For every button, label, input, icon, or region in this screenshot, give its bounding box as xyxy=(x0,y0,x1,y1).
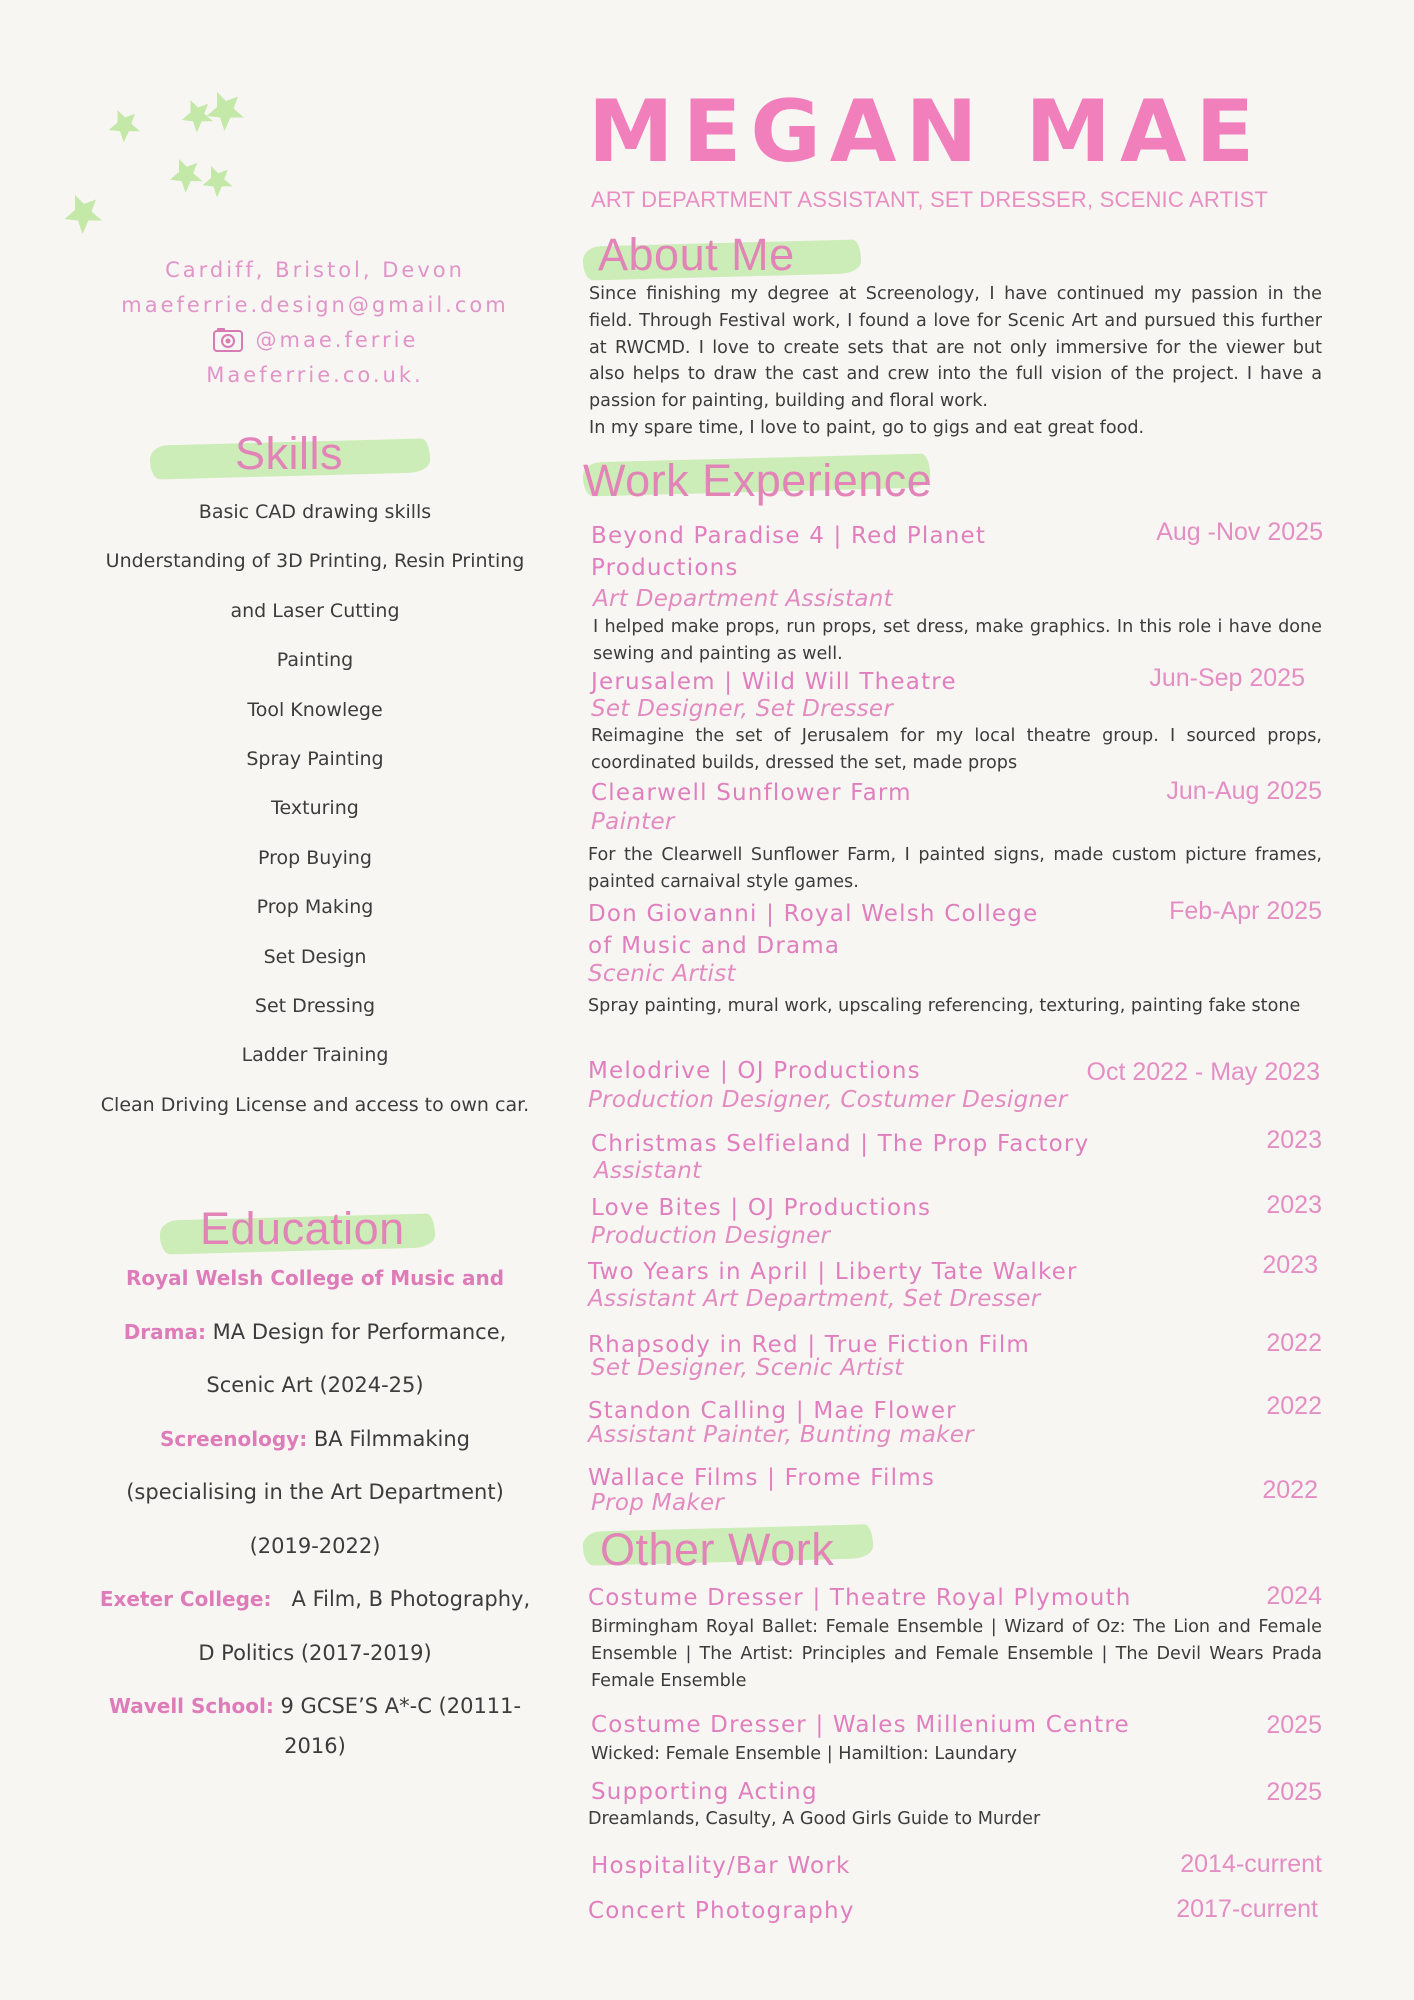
skills-list xyxy=(80,498,550,1140)
skill-item: and Laser Cutting xyxy=(230,599,400,622)
job-role: Assistant Painter, Bunting maker xyxy=(588,1422,975,1448)
other-title: Costume Dresser | Theatre Royal Plymouth xyxy=(588,1585,1132,1611)
other-title: Hospitality/Bar Work xyxy=(591,1853,851,1879)
skill-item: Set Design xyxy=(263,945,367,968)
other-title: Costume Dresser | Wales Millenium Centre xyxy=(591,1712,1130,1738)
job-date: 2022 xyxy=(1266,1329,1322,1357)
skill-item: Understanding of 3D Printing, Resin Printing xyxy=(105,550,525,573)
skill-item: Set Dressing xyxy=(254,994,376,1017)
other-description: Wicked: Female Ensemble | Hamiltion: Laundary xyxy=(591,1744,1017,1764)
education-detail: MA Design for Performance, xyxy=(205,1319,507,1344)
education-line xyxy=(80,1258,550,1312)
education-detail: BA Filmmaking xyxy=(307,1426,470,1451)
contact-instagram-row[interactable] xyxy=(0,327,630,358)
camera-icon xyxy=(212,327,244,353)
job-role: Prop Maker xyxy=(591,1490,725,1516)
job-title: Beyond Paradise 4 | Red Planet Productions xyxy=(591,523,987,581)
skill-item: Spray Painting xyxy=(246,747,384,770)
section-heading-other: Other Work xyxy=(600,1524,835,1575)
other-title: Concert Photography xyxy=(588,1898,855,1924)
education-line xyxy=(80,1686,550,1758)
job-date: 2023 xyxy=(1262,1251,1318,1279)
other-date: 2017-current xyxy=(1176,1895,1318,1923)
education-school: Wavell School: xyxy=(108,1694,274,1718)
education-detail: D Politics (2017-2019) xyxy=(198,1640,432,1665)
contact-locations: Cardiff, Bristol, Devon xyxy=(165,258,465,282)
skill-item: Prop Buying xyxy=(258,846,372,869)
skill-item: Prop Making xyxy=(256,896,374,919)
about-paragraph: In my spare time, I love to paint, go to gigs and eat great food. xyxy=(589,417,1145,438)
job-title: Rhapsody in Red | True Fiction Film xyxy=(588,1332,1031,1358)
education-line xyxy=(80,1526,550,1580)
job-date: 2023 xyxy=(1266,1191,1322,1219)
job-date: 2022 xyxy=(1262,1476,1318,1504)
job-title: Don Giovanni | Royal Welsh College of Music and Drama xyxy=(588,901,1039,959)
job-description: Reimagine the set of Jerusalem for my local theatre group. I sourced props, coordinated builds, dressed the set, made props xyxy=(591,726,1322,773)
job-role: Painter xyxy=(591,809,675,835)
job-date: 2022 xyxy=(1266,1392,1322,1420)
star-shape xyxy=(170,159,203,193)
other-date: 2024 xyxy=(1266,1582,1322,1610)
education-line xyxy=(80,1472,550,1526)
job-role: Production Designer, Costumer Designer xyxy=(588,1087,1068,1113)
education-detail: 9 GCSE’S A*-C (20111-2016) xyxy=(273,1694,522,1758)
job-title: Wallace Films | Frome Films xyxy=(588,1465,936,1491)
education-detail: A Film, B Photography, xyxy=(271,1587,531,1611)
page-subtitle: ART DEPARTMENT ASSISTANT, SET DRESSER, SCENIC ARTIST xyxy=(591,187,1269,212)
job-title: Standon Calling | Mae Flower xyxy=(588,1398,957,1424)
contact-instagram: @mae.ferrie xyxy=(255,328,419,352)
star-shape xyxy=(109,110,140,143)
job-date: Oct 2022 - May 2023 xyxy=(1086,1058,1320,1086)
skill-item: Texturing xyxy=(271,797,359,820)
skill-item: Basic CAD drawing skills xyxy=(198,501,432,523)
job-title: Jerusalem | Wild Will Theatre xyxy=(591,669,957,695)
job-role: Assistant xyxy=(594,1158,702,1184)
star-shape xyxy=(207,92,245,131)
education-line xyxy=(80,1365,550,1419)
education-school: Royal Welsh College of Music and xyxy=(125,1266,505,1290)
other-date: 2014-current xyxy=(1180,1850,1322,1878)
education-school: Screenology: xyxy=(160,1426,308,1451)
other-date: 2025 xyxy=(1266,1711,1322,1739)
contact-website[interactable]: Maeferrie.co.uk. xyxy=(206,363,424,387)
job-description: Spray painting, mural work, upscaling referencing, texturing, painting fake stone xyxy=(588,996,1301,1016)
education-detail: Scenic Art (2024-25) xyxy=(206,1373,424,1397)
job-role: Set Designer, Scenic Artist xyxy=(591,1355,904,1381)
job-role: Assistant Art Department, Set Dresser xyxy=(588,1286,1041,1312)
page-title: MEGAN MAE xyxy=(588,82,1264,182)
section-heading-work: Work Experience xyxy=(583,455,933,506)
job-title: Love Bites | OJ Productions xyxy=(591,1195,932,1221)
job-role: Art Department Assistant xyxy=(593,586,893,612)
skill-item: Painting xyxy=(276,649,354,672)
star-shape xyxy=(65,195,103,234)
about-paragraph: Since finishing my degree at Screenology, I have continued my passion in the field. Through Festival work, I found a love for Scenic Art and pursued this further at RWCMD. I love to create sets that are not only immersive for the viewer but also helps to draw the cast and crew into the full vision of the project. I have a passion for painting, building and floral work. xyxy=(589,284,1322,412)
star-shape xyxy=(203,166,233,197)
contact-email[interactable]: maeferrie.design@gmail.com xyxy=(121,293,509,317)
other-title: Supporting Acting xyxy=(591,1779,818,1805)
job-role: Set Designer, Set Dresser xyxy=(591,696,894,722)
other-description: Dreamlands, Casulty, A Good Girls Guide to Murder xyxy=(588,1809,1041,1829)
education-line xyxy=(80,1633,550,1687)
job-description: For the Clearwell Sunflower Farm, I painted signs, made custom picture frames, painted carnaival style games. xyxy=(588,845,1322,892)
other-date: 2025 xyxy=(1266,1778,1322,1806)
about-text xyxy=(589,281,1322,442)
job-date: 2023 xyxy=(1266,1126,1322,1154)
job-date: Jun-Sep 2025 xyxy=(1149,664,1305,692)
job-description: I helped make props, run props, set dress, make graphics. In this role i have done sewing and painting as well. xyxy=(593,617,1322,664)
job-role: Scenic Artist xyxy=(588,961,736,987)
section-heading-education: Education xyxy=(200,1203,405,1254)
job-title: Two Years in April | Liberty Tate Walker xyxy=(588,1259,1078,1285)
job-role: Production Designer xyxy=(591,1223,831,1249)
education-line xyxy=(80,1419,550,1473)
job-title: Christmas Selfieland | The Prop Factory xyxy=(591,1131,1090,1157)
job-title: Clearwell Sunflower Farm xyxy=(591,780,912,806)
decorative-stars xyxy=(60,90,290,260)
education-line xyxy=(80,1579,550,1633)
skill-item: Clean Driving License and access to own car. xyxy=(100,1093,530,1116)
skill-item: Ladder Training xyxy=(241,1044,389,1067)
job-date: Feb-Apr 2025 xyxy=(1169,897,1322,925)
skill-item: Tool Knowlege xyxy=(247,698,383,721)
education-detail: (2019-2022) xyxy=(249,1533,381,1558)
job-date: Aug -Nov 2025 xyxy=(1156,518,1323,546)
section-heading-about: About Me xyxy=(598,229,795,280)
education-line xyxy=(80,1312,550,1366)
education-list xyxy=(80,1258,550,1758)
star-shape xyxy=(182,100,213,133)
section-heading-skills: Skills xyxy=(235,428,344,479)
education-school: Drama: xyxy=(123,1319,206,1344)
job-title: Melodrive | OJ Productions xyxy=(588,1058,921,1084)
job-date: Jun-Aug 2025 xyxy=(1166,777,1322,805)
education-school: Exeter College: xyxy=(99,1587,272,1611)
other-description: Birmingham Royal Ballet: Female Ensemble | Wizard of Oz: The Lion and Female Ensemble | The Artist: Principles and Female Ensemble | The Devil Wears Prada Female Ensemble xyxy=(591,1617,1322,1691)
education-detail: (specialising in the Art Department) xyxy=(126,1480,504,1504)
